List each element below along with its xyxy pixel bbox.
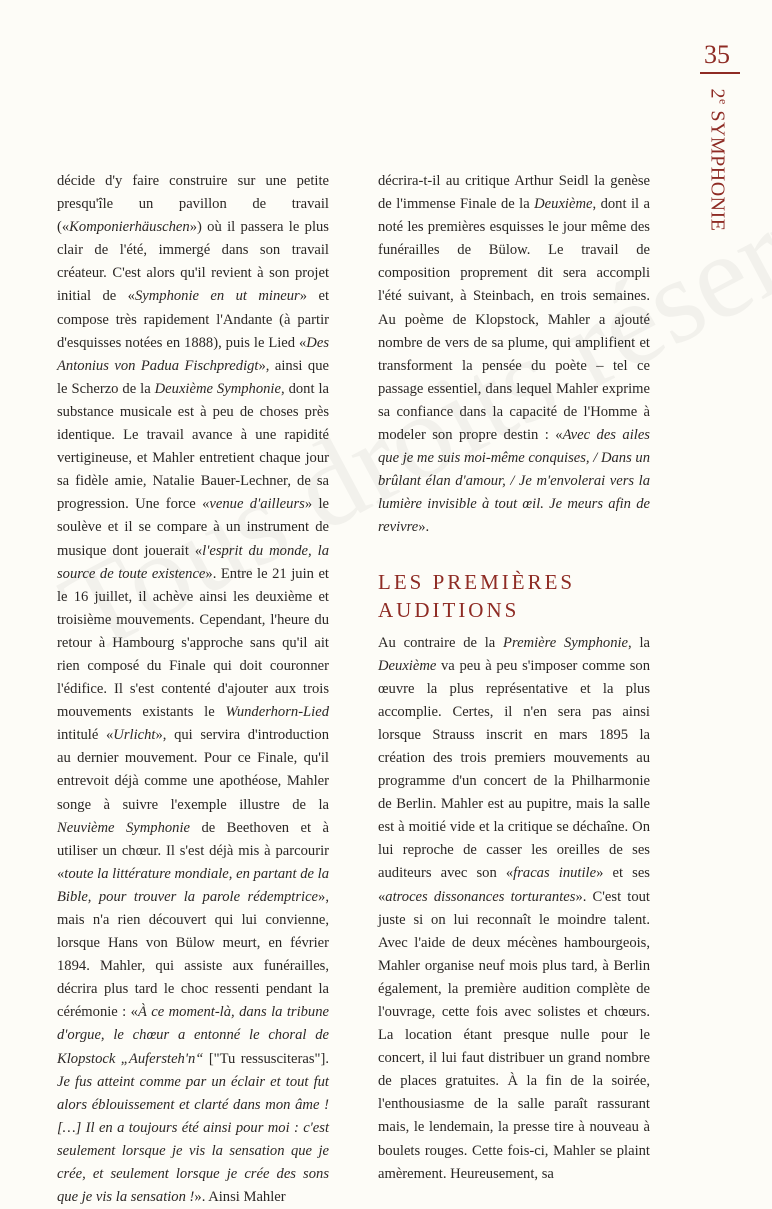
page-number: 35: [704, 40, 730, 69]
italic-run: Deuxième Symphonie: [154, 380, 281, 397]
left-column: [57, 170, 329, 1209]
italic-run: Neuvième Symphonie: [57, 819, 191, 836]
running-title-word: SYMPHONIE: [706, 104, 729, 232]
italic-run: Des Antonius von Padua Fischpredigt: [57, 334, 329, 374]
italic-run: atroces dissonances torturantes: [385, 888, 576, 905]
section-heading: LES PREMIÈRES AUDITIONS: [378, 569, 576, 622]
text-run: de Beethoven et à utiliser un chœur. Il s'est déjà mis à parcourir «: [57, 819, 329, 882]
italic-run: Deuxième: [534, 196, 593, 213]
page-number-rule: [700, 72, 740, 74]
right-column: [378, 170, 650, 1186]
italic-run: Urlicht: [113, 727, 156, 744]
text-run: » et compose très rapidement l'Andante (à partir d'esquisses notées en 1888), puis le Lied «: [57, 288, 330, 351]
text-run: ». Entre le 21 juin et le 16 juillet, il achève ainsi les deuxième et troisième mouvements. Cependant, l'heure du retour à Hambourg s'approche sans qu'il ait rien composé du Finale qui doit couronner l'édifice. Il s'est contenté d'ajouter aux trois mouvements existants le: [57, 565, 329, 721]
text-run: », ainsi que le Scherzo de la: [57, 357, 329, 397]
italic-run: Wunderhorn-Lied: [225, 704, 329, 721]
running-title-superscript: e: [716, 98, 731, 105]
running-title-number: 2: [706, 88, 729, 99]
italic-run: fracas inutile: [513, 865, 597, 882]
italic-run: venue d'ailleurs: [209, 496, 305, 513]
italic-run: toute la littérature mondiale, en partant de la Bible, pour trouver la parole rédemptrice: [57, 865, 329, 905]
italic-run: Symphonie en ut mineur: [134, 288, 300, 305]
italic-run: Je fus atteint comme par un éclair et tout fut alors éblouissement et clarté dans mon âme ! […] Il en a toujours été ainsi pour moi : c'est seulement lorsque je vis la sensation que je crée, et seulement lorsque je crée des sons que je vis la sensation !: [57, 1073, 329, 1206]
text-run: » et ses «: [378, 865, 650, 905]
italic-run: l'esprit du monde, la source de toute existence: [57, 542, 329, 582]
text-run: , dont la substance musicale est à peu de choses près identique. Le travail avance à une rapidité vertigineuse, et Mahler entretient chaque jour sa fidèle amie, Natalie Bauer-Lechner, de sa progression. Une force «: [57, 380, 329, 513]
text-run: », qui servira d'introduction au dernier mouvement. Pour ce Finale, qu'il entrevoit déjà comme une apothéose, Mahler songe à suivre l'exemple illustre de la: [57, 727, 329, 813]
text-run: va peu à peu s'imposer comme son œuvre la plus représentative et la plus accomplie. Certes, il n'en sera pas ainsi lorsque Strauss inscrit en mars 1895 la création des trois premiers mouvements au programme d'un concert de la Philharmonie de Berlin. Mahler est au pupitre, mais la salle est à moitié vide et la critique se déchaîne. On lui reproche de casser les oreilles de ses auditeurs avec son «: [378, 657, 650, 882]
text-run: , la: [628, 634, 650, 651]
text-run: ». C'est tout juste si on lui reconnaît le moindre talent. Avec l'aide de deux mécènes hambourgeois, Mahler organise neuf mois plus tard, à Berlin également, la première audition complète de l'ouvrage, cette fois avec solistes et chœurs. La location étant presque nulle pour le concert, il lui faut distribuer un grand nombre de places gratuites. À la fin de la soirée, l'enthousiasme de la salle paraît rassurant mais, le lendemain, la presse tire à nouveau à boulets rouges. Cette fois-ci, Mahler se plaint amèrement. Heureusement, sa: [378, 888, 650, 1182]
text-run: », mais n'a rien découvert qui lui convienne, lorsque Hans von Bülow meurt, en février 1894. Mahler, qui assiste aux funérailles, décrira plus tard le choc ressenti pendant la cérémonie : «: [57, 888, 329, 1021]
text-run: ». Ainsi Mahler: [194, 1189, 286, 1206]
text-run: décide d'y faire construire sur une petite presqu'île un pavillon de travail («: [57, 173, 329, 236]
italic-run: À ce moment-là, dans la tribune d'orgue, le chœur a entonné le choral de Klopstock „Aufersteh'n“: [57, 1004, 329, 1067]
right-paragraph-2: [378, 632, 650, 1186]
left-paragraph: [57, 170, 329, 1209]
text-run: , dont il a noté les premières esquisses le jour même des funérailles de Bülow. Le travail de composition proprement dit sera accompli l'été suivant, à Steinbach, en trois semaines. Au poème de Klopstock, Mahler a ajouté nombre de vers de sa plume, qui amplifient et transforment la pensée du poète – tel ce passage essentiel, dans lequel Mahler exprime sa confiance dans la capacité de l'Homme à modeler son propre destin : «: [378, 196, 650, 444]
italic-run: Première Symphonie: [503, 634, 629, 651]
text-run: Au contraire de la: [378, 634, 504, 651]
running-title: [706, 88, 731, 231]
text-run: décrira-t-il au critique Arthur Seidl la genèse de l'immense Finale de la: [378, 173, 650, 213]
text-run: ["Tu ressusciteras"].: [203, 1050, 329, 1067]
text-run: ») où il passera le plus clair de l'été, immergé dans son travail créateur. C'est alors qu'il revient à son projet initial de «: [57, 219, 329, 305]
right-paragraph-1: [378, 170, 650, 540]
italic-run: Deuxième: [378, 657, 437, 674]
text-run: » le soulève et il se compare à un instrument de musique dont jouerait «: [57, 496, 329, 559]
italic-run: Avec des ailes que je me suis moi-même conquises, / Dans un brûlant élan d'amour, / Je m'envolerai vers la lumière invisible à tout œil. Je meurs afin de revivre: [378, 427, 650, 536]
text-run: ».: [418, 519, 430, 536]
italic-run: Komponierhäuschen: [69, 219, 190, 236]
text-run: intitulé «: [57, 727, 114, 744]
